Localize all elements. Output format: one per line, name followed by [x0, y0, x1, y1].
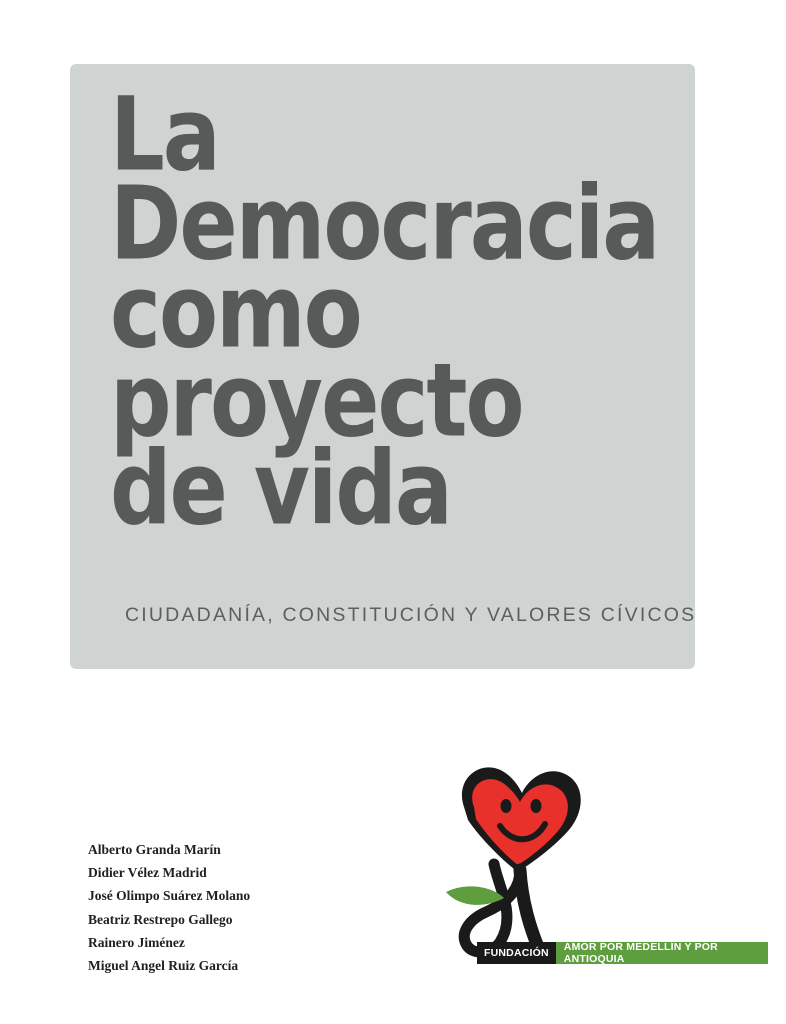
author-list: [88, 838, 388, 977]
eye-left-icon: [501, 799, 512, 813]
banner-left-text: FUNDACIÓN: [477, 942, 556, 964]
title-line-1: La: [110, 76, 219, 195]
eye-right-icon: [531, 799, 542, 813]
author-item: Didier Vélez Madrid: [88, 865, 207, 881]
banner-right-text: AMOR POR MEDELLÍN Y POR ANTIOQUIA: [556, 942, 768, 964]
title-line-5: de vida: [110, 430, 451, 549]
logo-banner: [477, 942, 768, 964]
author-item: José Olimpo Suárez Molano: [88, 888, 251, 904]
title-line-4: proyecto: [110, 341, 523, 460]
foundation-logo: [408, 752, 768, 1000]
title-line-3: como: [110, 253, 361, 372]
book-subtitle: CIUDADANÍA, CONSTITUCIÓN Y VALORES CÍVICOS: [125, 604, 697, 626]
author-item: Rainero Jiménez: [88, 934, 185, 950]
stem-main-icon: [520, 870, 540, 952]
author-item: Beatriz Restrepo Gallego: [88, 911, 233, 927]
author-item: Miguel Angel Ruiz García: [88, 958, 239, 974]
author-item: Alberto Granda Marín: [88, 842, 221, 857]
title-line-2: Democracia: [110, 164, 659, 283]
book-title: [110, 76, 670, 549]
title-panel: [70, 64, 695, 669]
stem-icon: [464, 864, 520, 952]
